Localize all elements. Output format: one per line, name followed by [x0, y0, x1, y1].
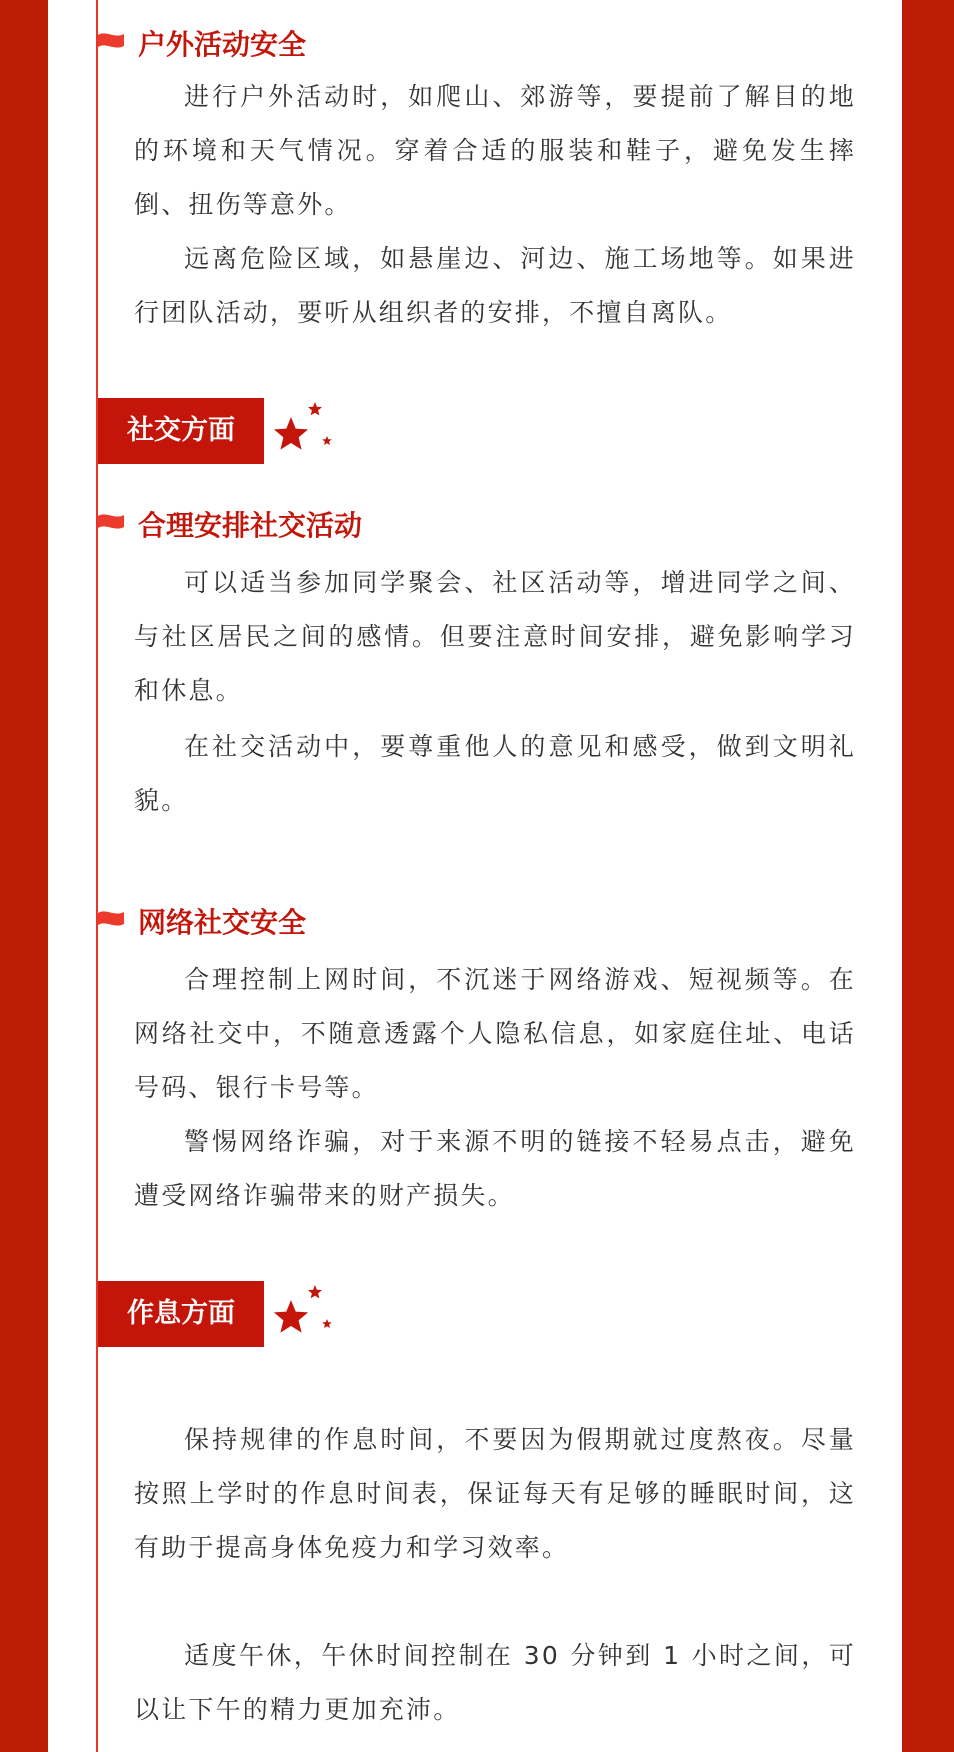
- paragraph: 可以适当参加同学聚会、社区活动等，增进同学之间、与社区居民之间的感情。但要注意时间安排，避免影响学习和休息。: [134, 568, 856, 705]
- subheading-title: 户外活动安全: [138, 28, 307, 61]
- stars-icon: [271, 400, 341, 460]
- paragraph: 合理控制上网时间，不沉迷于网络游戏、短视频等。在网络社交中，不随意透露个人隐私信息，如家庭住址、电话号码、银行卡号等。: [134, 965, 856, 1102]
- paragraph: 保持规律的作息时间，不要因为假期就过度熬夜。尽量按照上学时的作息时间表，保证每天有足够的睡眠时间，这有助于提高身体免疫力和学习效率。: [134, 1425, 856, 1562]
- subheading-title: 合理安排社交活动: [138, 509, 363, 542]
- flag-icon: [96, 506, 126, 546]
- subheading-title: 网络社交安全: [138, 906, 307, 939]
- flag-icon: [96, 903, 126, 943]
- flag-icon: [96, 25, 126, 65]
- paragraph: 远离危险区域，如悬崖边、河边、施工场地等。如果进行团队活动，要听从组织者的安排，不擅自离队。: [134, 244, 856, 327]
- section-title: 社交方面: [98, 398, 264, 464]
- paragraph: 进行户外活动时，如爬山、郊游等，要提前了解目的地的环境和天气情况。穿着合适的服装和鞋子，避免发生摔倒、扭伤等意外。: [134, 82, 856, 219]
- paragraph: 适度午休，午休时间控制在 30 分钟到 1 小时之间，可以让下午的精力更加充沛。: [134, 1641, 856, 1724]
- paragraph: 警惕网络诈骗，对于来源不明的链接不轻易点击，避免遭受网络诈骗带来的财产损失。: [134, 1127, 856, 1210]
- section-title: 作息方面: [98, 1281, 264, 1347]
- stars-icon: [271, 1283, 341, 1343]
- paragraph: 在社交活动中，要尊重他人的意见和感受，做到文明礼貌。: [134, 732, 856, 815]
- left-border-line: [96, 0, 98, 1752]
